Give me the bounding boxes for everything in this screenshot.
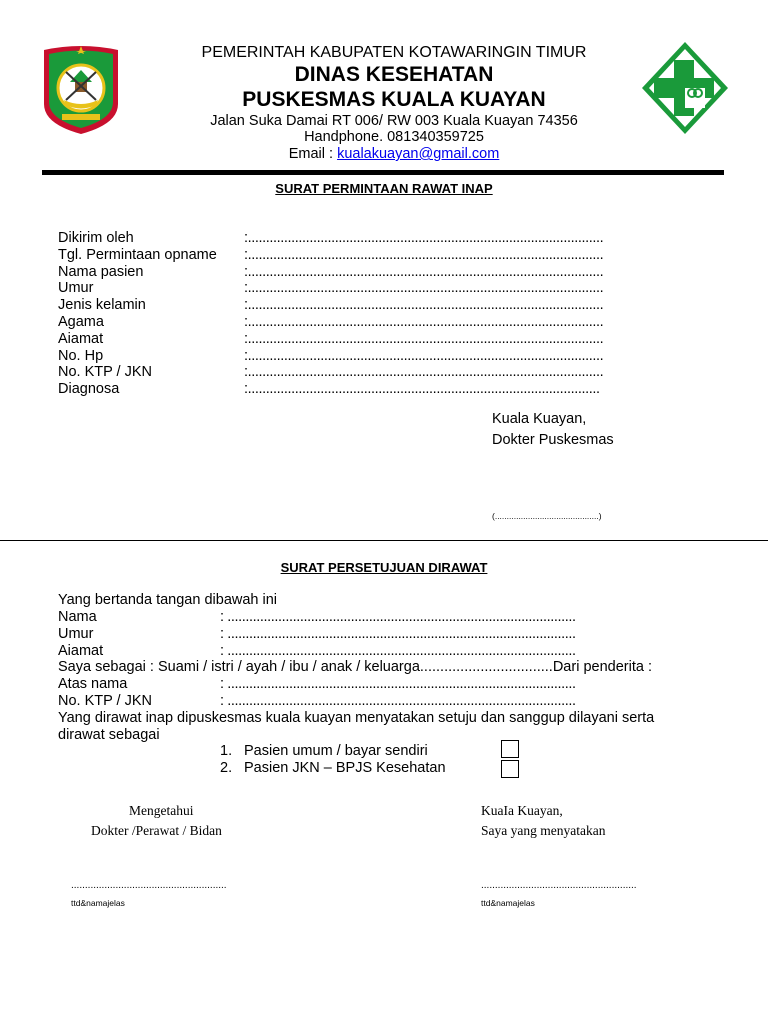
right-sign-note: ttd&namajelas: [481, 898, 535, 908]
form2-label-name: Nama: [58, 609, 97, 625]
phone: Handphone. 081340359725: [304, 129, 484, 145]
section-divider: [0, 540, 768, 541]
option-1-label: Pasien umum / bayar sendiri: [244, 743, 428, 759]
email-line: [150, 146, 638, 162]
regency-crest-icon: [40, 42, 122, 136]
form2-label-age: Umur: [58, 625, 94, 642]
option-2-number: 2.: [220, 760, 233, 776]
form1-title: SURAT PERMINTAAN RAWAT INAP: [275, 181, 493, 196]
left-sign-heading: Mengetahui: [129, 803, 194, 818]
right-sign-place: KuaIa Kuayan,: [481, 803, 563, 818]
form2-statement-line1: Yang dirawat inap dipuskesmas kuala kuayan menyatakan setuju dan sanggup dilayani serta: [58, 710, 655, 726]
form1-place: Kuala Kuayan,: [492, 411, 587, 427]
header-divider: [42, 170, 724, 175]
form1-label-gender: Jenis kelamin: [58, 297, 146, 314]
form1-label-sender: Dikirim oleh: [58, 230, 134, 246]
form1-fill-diagnosis[interactable]: :.................................................................................................: [244, 381, 600, 398]
form2-fill-ktp[interactable]: : ................................................................................................: [220, 693, 576, 709]
form2-label-ktp: No. KTP / JKN: [58, 693, 153, 709]
puskesmas-cross-icon: [640, 40, 730, 136]
form1-fill-gender[interactable]: :..................................................................................................: [244, 297, 604, 314]
option-2-checkbox[interactable]: [501, 760, 519, 778]
form1-fill-sender[interactable]: :..................................................................................................: [244, 230, 604, 246]
form1-label-religion: Agama: [58, 314, 104, 330]
email-link[interactable]: kualakuayan@gmail.com: [337, 146, 500, 162]
government-name: PEMERINTAH KABUPATEN KOTAWARINGIN TIMUR: [201, 44, 587, 61]
form2-fill-on-behalf[interactable]: : ................................................................................................: [220, 676, 576, 693]
option-2-label: Pasien JKN – BPJS Kesehatan: [244, 760, 446, 776]
option-1-number: 1.: [220, 743, 233, 759]
form1-fill-religion[interactable]: :..................................................................................................: [244, 314, 604, 330]
regency-crest-logo: [40, 42, 122, 136]
form1-signature-line[interactable]: (............................................): [492, 511, 602, 521]
department-name: DINAS KESEHATAN: [294, 63, 494, 86]
form1-fill-patient-name[interactable]: :..................................................................................................: [244, 263, 604, 280]
form2-statement-line2: dirawat sebagai: [58, 726, 160, 743]
right-sign-line[interactable]: ........................................................: [481, 880, 637, 891]
form1-fill-ktp[interactable]: :..................................................................................................: [244, 364, 604, 381]
form1-label-diagnosis: Diagnosa: [58, 381, 120, 398]
form2-fill-name[interactable]: : ................................................................................................: [220, 609, 576, 625]
form1-label-address: Aiamat: [58, 330, 104, 347]
right-sign-role: Saya yang menyatakan: [481, 823, 606, 838]
email-label: Email :: [288, 146, 338, 162]
form2-label-address: Aiamat: [58, 642, 104, 659]
form1-signer: Dokter Puskesmas: [492, 432, 614, 448]
form1-label-age: Umur: [58, 280, 94, 297]
form1-fill-address[interactable]: :..................................................................................................: [244, 330, 604, 347]
form2-title: SURAT PERSETUJUAN DIRAWAT: [280, 560, 488, 575]
form1-label-ktp: No. KTP / JKN: [58, 364, 153, 381]
form2-intro: Yang bertanda tangan dibawah ini: [58, 592, 278, 608]
left-sign-note: ttd&namajelas: [71, 898, 125, 908]
form2-fill-age[interactable]: : ................................................................................................: [220, 625, 576, 642]
form1-fill-age[interactable]: :..................................................................................................: [244, 280, 604, 297]
puskesmas-logo: [640, 40, 730, 136]
left-sign-line[interactable]: ........................................................: [71, 880, 227, 891]
form1-label-phone: No. Hp: [58, 347, 104, 364]
form2-fill-address[interactable]: : ................................................................................................: [220, 642, 576, 659]
left-sign-role: Dokter /Perawat / Bidan: [91, 823, 222, 838]
form1-fill-date[interactable]: :..................................................................................................: [244, 246, 604, 263]
form1-label-date: Tgl. Permintaan opname: [58, 246, 217, 263]
form1-fill-phone[interactable]: :..................................................................................................: [244, 347, 604, 364]
form2-relation-line[interactable]: Saya sebagai : Suami / istri / ayah / ibu / anak / keluarga.................................Dari penderita :: [58, 659, 652, 676]
address: Jalan Suka Damai RT 006/ RW 003 Kuala Kuayan 74356: [210, 113, 578, 129]
form2-label-on-behalf: Atas nama: [58, 676, 128, 693]
option-1-checkbox[interactable]: [501, 740, 519, 758]
puskesmas-name: PUSKESMAS KUALA KUAYAN: [242, 88, 546, 111]
form1-label-patient-name: Nama pasien: [58, 263, 144, 280]
